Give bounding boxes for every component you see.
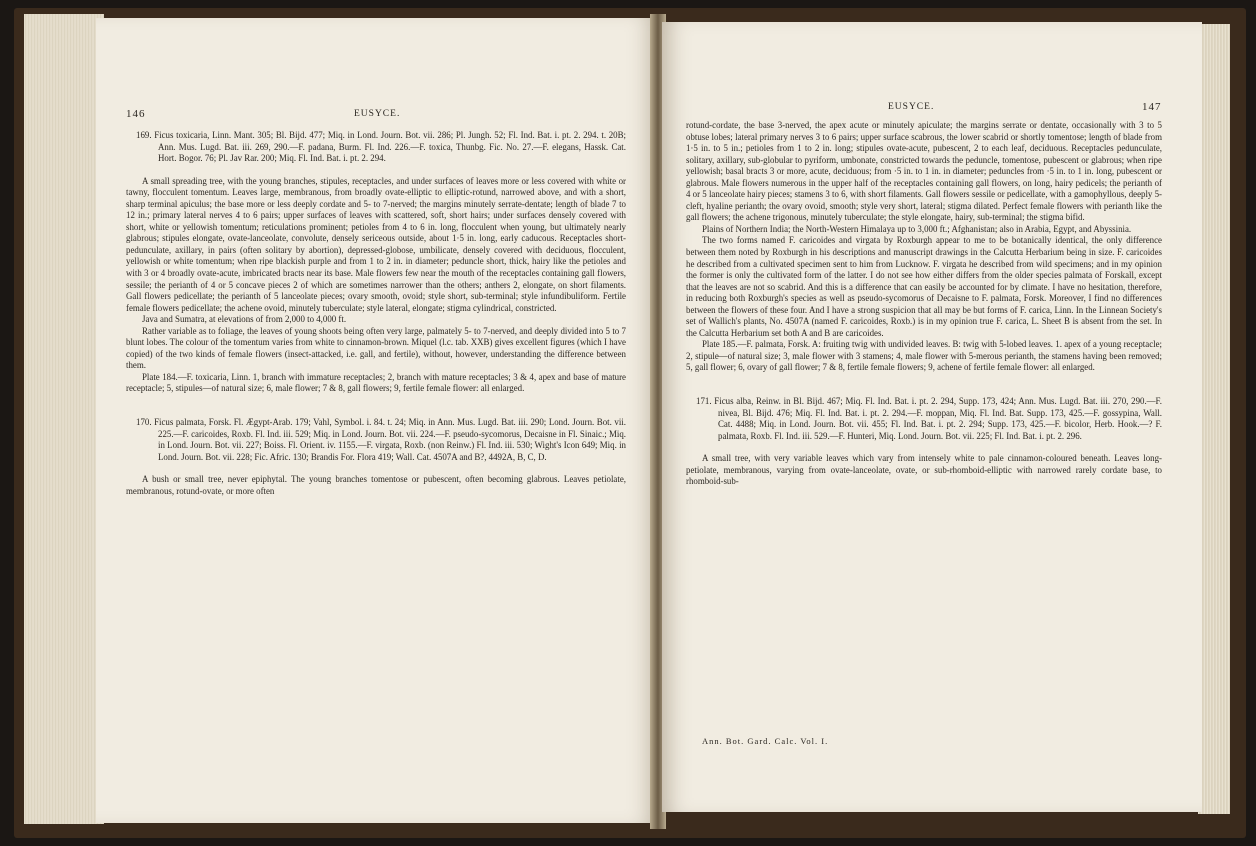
right-text-column (686, 120, 1162, 488)
page-number: 147 (1142, 101, 1162, 113)
left-text-column (126, 130, 626, 497)
page-number: 146 (126, 108, 146, 120)
running-head: EUSYCE. (888, 102, 935, 112)
running-head: EUSYCE. (354, 109, 401, 119)
entry-170-description: A bush or small tree, never epiphytal. The young branches tomentose or pubescent, often becoming glabrous. Leaves petiolate, membranous, rotund-ovate, or more often (126, 474, 626, 496)
right-page (662, 22, 1202, 812)
entry-171-description: A small tree, with very variable leaves which vary from intensely white to pale cinnamon-coloured beneath. Leaves long-petiolate, membranous, varying from ovate-lanceolate, ovate, or sub-rhomboid-elliptic with narrowed rarely cordate base, to rhomboid-sub- (686, 453, 1162, 487)
page-footer: Ann. Bot. Gard. Calc. Vol. I. (702, 736, 829, 746)
entry-170-notes: The two forms named F. caricoides and virgata by Roxburgh appear to me to be botanically identical, the only difference between them noted by Roxburgh in his descriptions and manuscript drawings in the Calcutta Herbarium being in size. F. caricoides he described from a cultivated specimen sent to him from Lucknow. F. virgata he described from wild specimens; and in my opinion the former is only the cultivated form of the latter. I do not see how either differs from the older species palmata of Forskall, except that the leaves are not so scabrid. And this is a difference that can easily be accounted for by climate. I have no hesitation, therefore, in reducing both Roxburgh's species as well as pseudo-sycomorus of Decaisne to F. palmata, Forsk. Moreover, I find no differences between the flowers of these four. And I have a strong suspicion that all may be but forms of F. carica, Linn. In the Linnean Society's set of Wallich's plants, No. 4507A (named F. caricoides, Roxb.) is in my opinion true F. carica, L. Sheet B is absent from the set. In the Calcutta Herbarium set both A and B are caricoides. (686, 235, 1162, 338)
entry-169-heading: 169. Ficus toxicaria, Linn. Mant. 305; Bl. Bijd. 477; Miq. in Lond. Journ. Bot. vii. 286; Pl. Jungh. 52; Fl. Ind. Bat. i. pt. 2. 294. t. 20B; Ann. Mus. Lugd. Bat. iii. 269, 290.—F. padana, Burm. Fl. Ind. 226.—F. toxica, Thunbg. Fic. No. 27.—F. elegans, Hassk. Cat. Hort. Bogor. 76; Pl. Jav Rar. 200; Miq. Fl. Ind. Bat. i. pt. 2. 294. (136, 130, 626, 164)
entry-169-distribution: Java and Sumatra, at elevations of from 2,000 to 4,000 ft. (142, 314, 347, 325)
entry-170-distribution: Plains of Northern India; the North-Western Himalaya up to 3,000 ft.; Afghanistan; also in Arabia, Egypt, and Abyssinia. (702, 223, 1132, 234)
left-page (96, 18, 656, 823)
left-page-stack (24, 14, 104, 824)
entry-171-heading: 171. Ficus alba, Reinw. in Bl. Bijd. 467; Miq. Fl. Ind. Bat. i. pt. 2. 294, Supp. 173, 424; Ann. Mus. Lugd. Bat. iii. 270, 290.—F. nivea, Bl. Bijd. 476; Miq. Fl. Ind. Bat. i. pt. 2. 294.—F. moppan, Miq. Fl. Ind. Bat. Supp. 173, 425.—F. gossypina, Wall. Cat. 4488; Miq. in Lond. Journ. Bot. vii. 455; Fl. Ind. Bat. i. pt. 2. 294; Supp. 173, 425.—F. bicolor, Herb. Hook.—? F. palmata, Roxb. Fl. Ind. iii. 529.—F. Hunteri, Miq. Lond. Journ. Bot. vii. 225; Fl. Ind. Bat. i. pt. 2. 296. (696, 396, 1162, 441)
entry-170-heading: 170. Ficus palmata, Forsk. Fl. Ægypt-Arab. 179; Vahl, Symbol. i. 84. t. 24; Miq. in Ann. Mus. Lugd. Bat. iii. 290; Lond. Journ. Bot. vii. 225.—F. caricoides, Roxb. Fl. Ind. iii. 529; Miq. in Lond. Journ. Bot. vii. 224.—F. pseudo-sycomorus, Decaisne in Fl. Sinaic.; Miq. in Lond. Journ. Bot. vii. 227; Boiss. Fl. Orient. iv. 1155.—F. virgata, Roxb. (non Reinw.) Fl. Ind. iii. 530; Wight's Icon 649; Miq. in Lond. Journ. Bot. vii. 228; Fic. Afric. 130; Brandis For. Flora 419; Wall. Cat. 4507A and B?, 4492A, B, C, D. (136, 417, 626, 462)
right-page-stack (1198, 24, 1230, 814)
plate-184-caption: Plate 184.—F. toxicaria, Linn. 1, branch with immature receptacles; 2, branch with mature receptacles; 3 & 4, apex and base of mature receptacle; 5, stipules—of natural size; 6, male flower; 7 & 8, gall flowers; 9, fertile female flower: all enlarged. (126, 371, 626, 394)
entry-170-continuation: rotund-cordate, the base 3-nerved, the apex acute or minutely apiculate; the margins serrate or dentate, occasionally with 3 to 5 obtuse lobes; lateral primary nerves 3 to 6 pairs; upper surface scabrous, the lower scabrid or shortly tomentose; length of blade from 1·5 in. to 5 in.; petioles from 1 to 2 in. long; stipules ovate-acute, pubescent, 2 to each leaf, deciduous. Receptacles pedunculate, solitary, axillary, sub-globular to pyriform, umbonate, constricted towards the peduncle, tomentose, pubescent or glabrous; when ripe yellowish; basal bracts 3 or more, acute, deciduous; from ·5 in. to 1 in. in diameter; peduncles from ·5 in. to 1 in. long, pubescent or glabrous. Male flowers numerous in the upper half of the receptacles containing gall flowers, on long, hairy pedicels; the perianth of 4 or 5 lanceolate hairy pieces; stamens 3 to 6, with short filaments. Gall flowers sessile or pedicellate, with a gamophyllous, deeply 5-cleft, hyaline perianth; the ovary ovoid, smooth; style very short, lateral; stigma dilated. Perfect female flowers with perianth like the gall flowers; the achene trigonous, minutely tuberculate; the style elongate, hairy, sub-terminal; the stigma bifid. (686, 120, 1162, 223)
entry-169-description: A small spreading tree, with the young branches, stipules, receptacles, and under surfaces of leaves more or less covered with white or tawny, flocculent tomentum. Leaves large, membranous, from broadly ovate-elliptic to elliptic-rotund, narrowed above, and with a short, sharp terminal apiculus; the base more or less deeply cordate and 5- to 7-nerved; the margins minutely serrate-dentate; length of blade 7 to 12 in.; primary lateral nerves 4 to 6 pairs; upper surfaces of leaves with scattered, soft, short hairs; under surfaces densely covered with short, white or yellowish tomentum; reticulations prominent; petioles from 4 to 6 in. long, flocculent when young, but ultimately nearly glabrous; stipules elongate, ovate-lanceolate, convolute, densely sericeous outside, about 1·5 in. long, early caducous. Receptacles short-pedunculate, axillary, in pairs (often solitary by abortion), depressed-globose, umbilicate, densely covered with deciduous, flocculent, yellowish or white tomentum; when ripe blackish purple and from 1 to 2 in. in diameter; peduncle short, thick, hairy like the petioles and with 3 or 4 broadly ovate-acute, imbricated bracts near its base. Male flowers few near the mouth of the receptacles containing gall flowers, sessile; the perianth of 4 or 5 concave pieces 2 of which are sometimes narrower than the others; anthers 2, elongate, on short filaments. Gall flowers pedicellate; the perianth of 5 lanceolate pieces; ovary smooth, ovoid; style short, sub-terminal; style infundibuliform. Fertile female flowers pedicellate; the achene ovoid, minutely tuberculate; style lateral, elongate; stigma cylindrical, constricted. (126, 175, 626, 313)
plate-185-caption: Plate 185.—F. palmata, Forsk. A: fruiting twig with undivided leaves. B: twig with 5-lobed leaves. 1. apex of a young receptacle; 2, stipule—of natural size; 3, male flower with 3 stamens; 4, male flower with 5-merous perianth, the stamens having been removed; 5, gall flower; 6, ovary of gall flower; 7 & 8, fertile female flowers; 9, achene of fertile female flower: all enlarged. (686, 339, 1162, 373)
entry-169-notes: Rather variable as to foliage, the leaves of young shoots being often very large, palmately 5- to 7-nerved, and deeply divided into 5 to 7 blunt lobes. The colour of the tomentum varies from white to cinnamon-brown. Miquel (l.c. tab. XXB) gives excellent figures (which I have copied) of the two kinds of female flowers (insect-attacked, i.e. gall, and fertile), without, however, understanding the difference between them. (126, 325, 626, 371)
